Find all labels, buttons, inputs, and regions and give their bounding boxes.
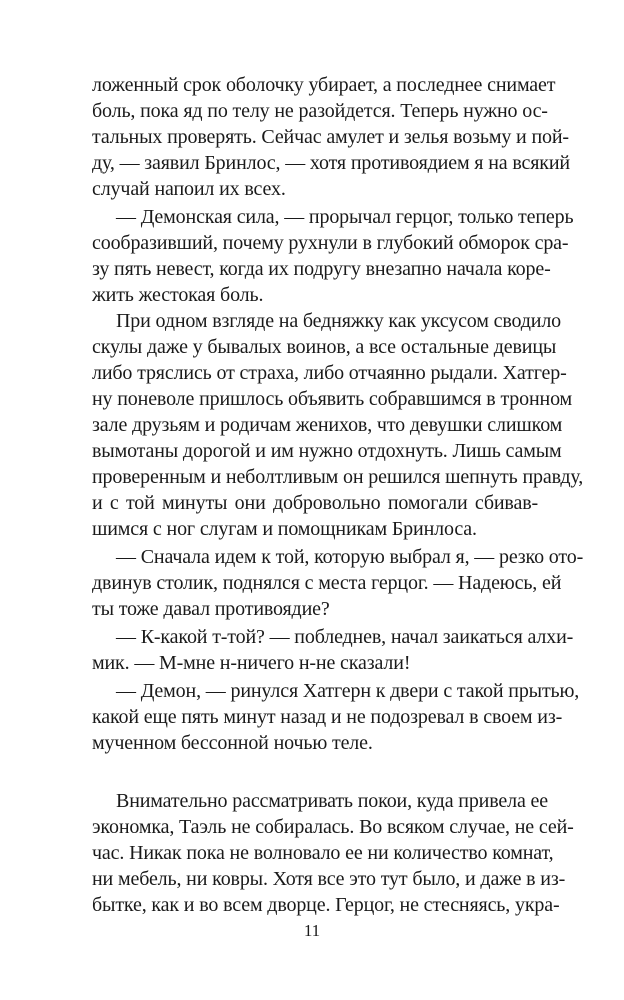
text-line: — Сначала идем к той, которую выбрал я, — резко ото- <box>116 546 584 568</box>
text-line: — К-какой т-той? — побледнев, начал заикаться алхи- <box>116 626 574 648</box>
text-line: какой еще пять минут назад и не подозревал в своем из- <box>92 706 563 728</box>
text-line: Внимательно рассматривать покои, куда привела ее <box>116 790 548 812</box>
text-line: боль, пока яд по телу не разойдется. Теперь нужно ос- <box>92 100 548 122</box>
text-line: сообразивший, почему рухнули в глубокий обморок сра- <box>92 232 569 254</box>
text-line: ты тоже давал противоядие? <box>92 598 330 620</box>
text-line: шимся с ног слугам и помощникам Бринлоса. <box>92 518 477 540</box>
text-line: экономка, Таэль не собиралась. Во всяком случае, не сей- <box>92 816 574 838</box>
text-line: и с той минуты они добровольно помогали сбивав- <box>92 492 538 514</box>
text-line: — Демонская сила, — прорычал герцог, только теперь <box>116 206 574 228</box>
page-number: 11 <box>303 921 321 940</box>
text-line: либо тряслись от страха, либо отчаянно рыдали. Хатгер- <box>92 362 567 384</box>
text-line: ложенный срок оболочку убирает, а последнее снимает <box>92 74 556 96</box>
text-line: мученном бессонной ночью теле. <box>92 732 373 754</box>
text-line: ни мебель, ни ковры. Хотя все это тут было, и даже в из- <box>92 868 566 890</box>
text-line: ду, — заявил Бринлос, — хотя противоядием я на всякий <box>92 152 570 174</box>
text-line: ну поневоле пришлось объявить собравшимся в тронном <box>92 388 573 410</box>
text-line: двинув столик, поднялся с места герцог. — Надеюсь, ей <box>92 572 562 594</box>
text-line: проверенным и неболтливым он решился шепнуть правду, <box>92 466 584 488</box>
text-line: зале друзьям и родичам женихов, что девушки слишком <box>92 414 563 436</box>
text-line: жить жестокая боль. <box>92 284 264 306</box>
text-line: час. Никак пока не волновало ее ни количество комнат, <box>92 842 554 864</box>
text-line: скулы даже у бывалых воинов, а все остальные девицы <box>92 336 557 358</box>
text-line: мик. — М-мне н-ничего н-не сказали! <box>92 652 411 674</box>
text-line: При одном взгляде на бедняжку как уксусом сводило <box>116 310 562 332</box>
text-line: — Демон, — ринулся Хатгерн к двери с такой прытью, <box>116 680 580 702</box>
text-line: зу пять невест, когда их подругу внезапно начала коре- <box>92 258 551 280</box>
text-line: вымотаны дорогой и им нужно отдохнуть. Лишь самым <box>92 440 562 462</box>
text-line: бытке, как и во всем дворце. Герцог, не стесняясь, укра- <box>92 894 560 916</box>
text-line: тальных проверять. Сейчас амулет и зелья возьму и пой- <box>92 126 569 148</box>
text-line: случай напоил их всех. <box>92 178 286 200</box>
